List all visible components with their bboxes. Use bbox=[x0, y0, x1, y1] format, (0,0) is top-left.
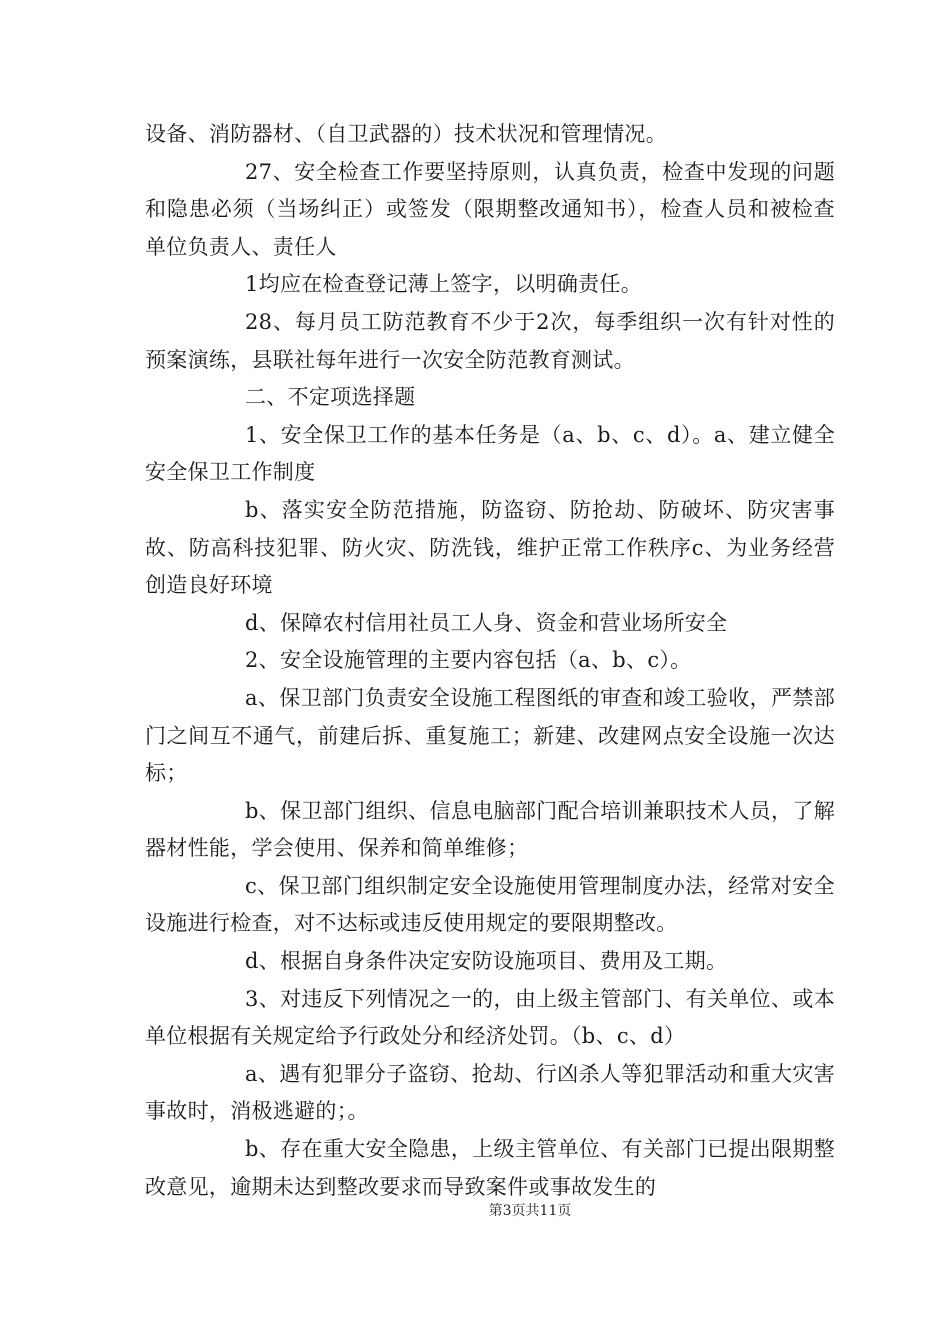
paragraph-p9: 2、安全设施管理的主要内容包括（a、b、c）。 bbox=[245, 648, 692, 673]
paragraph-p5: 二、不定项选择题 bbox=[245, 385, 416, 410]
paragraph-p3: 1均应在检查登记薄上签字，以明确责任。 bbox=[245, 272, 643, 297]
paragraph-p8: d、保障农村信用社员工人身、资金和营业场所安全 bbox=[245, 610, 728, 635]
paragraph-p2: 27、安全检查工作要坚持原则，认真负责，检查中发现的问题和隐患必须（当场纠正）或签发（限期整改通知书），检查人员和被检查单位负责人、责任人 bbox=[145, 159, 835, 259]
paragraph-p12: c、保卫部门组织制定安全设施使用管理制度办法，经常对安全设施进行检查，对不达标或违反使用规定的要限期整改。 bbox=[145, 873, 835, 936]
document-body bbox=[145, 116, 835, 1206]
paragraph-p1: 设备、消防器材、（自卫武器的）技术状况和管理情况。 bbox=[145, 122, 667, 146]
paragraph-p6: 1、安全保卫工作的基本任务是（a、b、c、d）。a、建立健全安全保卫工作制度 bbox=[145, 422, 835, 485]
paragraph-p16: b、存在重大安全隐患，上级主管单位、有关部门已提出限期整改意见，逾期未达到整改要求而导致案件或事故发生的 bbox=[145, 1137, 835, 1199]
paragraph-p4: 28、每月员工防范教育不少于2次，每季组织一次有针对性的预案演练，县联社每年进行一次安全防范教育测试。 bbox=[145, 309, 835, 372]
page-footer: 第3页共11页 bbox=[488, 1203, 572, 1219]
paragraph-p14: 3、对违反下列情况之一的，由上级主管部门、有关单位、或本单位根据有关规定给予行政处分和经济处罚。（b、c、d） bbox=[145, 986, 835, 1049]
paragraph-p10: a、保卫部门负责安全设施工程图纸的审查和竣工验收，严禁部门之间互不通气，前建后拆、重复施工；新建、改建网点安全设施一次达标； bbox=[145, 685, 835, 786]
paragraph-p15: a、遇有犯罪分子盗窃、抢劫、行凶杀人等犯罪活动和重大灾害事故时，消极逃避的；。 bbox=[145, 1061, 835, 1124]
paragraph-p7: b、落实安全防范措施，防盗窃、防抢劫、防破坏、防灾害事故、防高科技犯罪、防火灾、防洗钱，维护正常工作秩序c、为业务经营创造良好环境 bbox=[145, 497, 835, 598]
paragraph-p11: b、保卫部门组织、信息电脑部门配合培训兼职技术人员，了解器材性能，学会使用、保养和简单维修； bbox=[145, 798, 835, 861]
paragraph-p13: d、根据自身条件决定安防设施项目、费用及工期。 bbox=[245, 949, 728, 974]
